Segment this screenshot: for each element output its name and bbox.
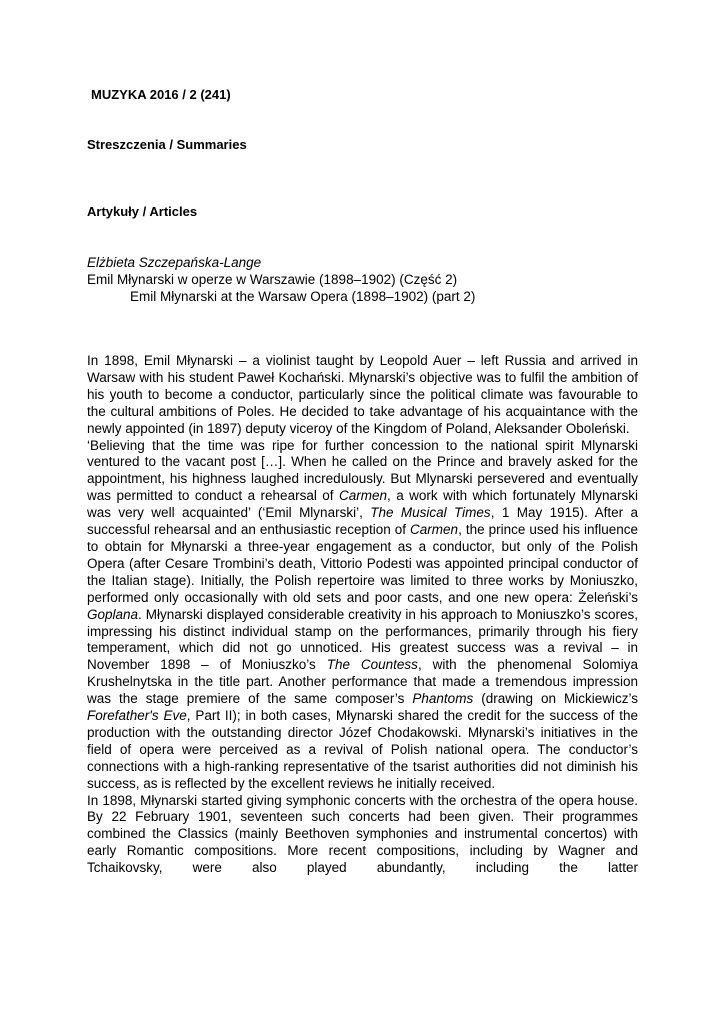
section-heading: Streszczenia / Summaries [87, 137, 247, 152]
p2-text-2: , a work with which fortunately Mlynarski was very well acquainted’ (‘Emil Mlynarski’, [87, 488, 638, 521]
journal-header: MUZYKA 2016 / 2 (241) [91, 87, 231, 102]
p2-italic-carmen-1: Carmen [338, 488, 387, 504]
p2-text-5: . Młynarski displayed considerable creativity in his approach to Moniuszko’s scores, impressing his distinct individual stamp on the performances, primarily through his fiery temperament, which did not go unnoticed. His greatest success was a revival – in November 1898 – of Moniuszko’s [87, 606, 638, 673]
p2-italic-countess: The Countess [326, 657, 418, 673]
article-title-english: Emil Młynarski at the Warsaw Opera (1898–1902) (part 2) [130, 289, 476, 304]
article-summary [87, 353, 638, 877]
paragraph-3: In 1898, Młynarski started giving symphonic concerts with the orchestra of the opera house. By 22 February 1901, seventeen such concerts had been given. Their programmes combined the Classics (mainly Beethoven symphonies and instrumental concertos) with early Romantic compositions. More recent compositions, including by Wagner and Tchaikovsky, were also played abundantly, including the latter [87, 792, 638, 876]
p2-italic-goplana: Goplana [87, 606, 139, 622]
subsection-heading: Artykuły / Articles [87, 204, 198, 219]
p2-text-4: , the prince used his influence to obtain for Młynarski a three-year engagement as a conductor, but only of the Polish Opera (after Cesare Trombini’s death, Vittorio Podesti was appointed principal conductor of the Italian stage). Initially, the Polish repertoire was limited to three works by Moniuszko, performed only occasionally with old sets and poor casts, and one new opera: Żeleński’s [87, 522, 638, 605]
p2-text-6: , with the phenomenal Solomiya Krushelnytska in the title part. Another performance that made a tremendous impression was the stage premiere of the same composer’s [87, 657, 638, 707]
paragraph-1: In 1898, Emil Młynarski – a violinist taught by Leopold Auer – left Russia and arrived in Warsaw with his student Paweł Kochański. Młynarski’s objective was to fulfil the ambition of his youth to become a conductor, particularly since the political climate was favourable to the cultural ambitions of Poles. He decided to take advantage of his acquaintance with the newly appointed (in 1897) deputy viceroy of the Kingdom of Poland, Aleksander Oboleński. [87, 353, 638, 436]
p2-italic-phantoms: Phantoms [412, 691, 474, 707]
p2-text-8: , Part II); in both cases, Młynarski shared the credit for the success of the production with the outstanding director Józef Chodakowski. Młynarski’s initiatives in the field of opera were perceived as a revival of Polish national opera. The conductor’s connections with a high-ranking representative of the tsarist authorities did not diminish his success, as is reflected by the excellent reviews he initially received. [87, 708, 638, 791]
article-author: Elżbieta Szczepańska-Lange [87, 255, 262, 270]
article-meta [87, 254, 475, 305]
p2-italic-carmen-2: Carmen [410, 522, 459, 538]
p2-text-3: , 1 May 1915). After a successful rehearsal and an enthusiastic reception of [87, 505, 639, 538]
p2-italic-forefathers-eve: Forefather's Eve [87, 708, 187, 724]
article-title-polish: Emil Młynarski w operze w Warszawie (1898–1902) (Część 2) [87, 272, 458, 287]
p2-italic-musical-times: The Musical Times [370, 505, 491, 521]
p2-text-7: (drawing on Mickiewicz’s [473, 691, 639, 707]
p2-text-1: ‘Believing that the time was ripe for further concession to the national spirit Mlynarski ventured to the vacant post […]. When he called on the Prince and bravely asked for the appointment, his highness laughed incredulously. But Mlynarski persevered and eventually was permitted to conduct a rehearsal of [87, 437, 638, 504]
paragraph-2 [87, 438, 638, 793]
